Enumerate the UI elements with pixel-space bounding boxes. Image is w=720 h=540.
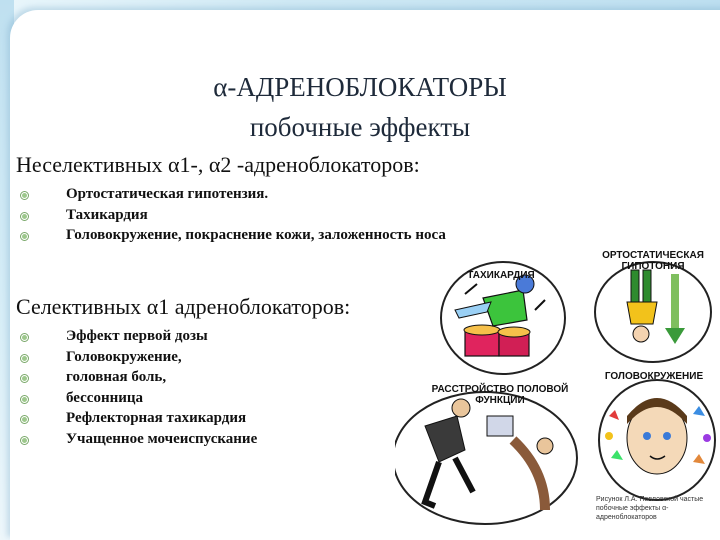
dizziness-illustration — [599, 380, 715, 500]
list-item — [16, 326, 257, 347]
list-item-text: Головокружение, покраснение кожи, заложенность носа — [66, 227, 446, 243]
sexual-dysfunction-illustration — [395, 392, 577, 524]
caption-orthostatic — [588, 250, 718, 272]
orthostatic-hypotension-illustration — [595, 262, 711, 362]
bullet-icon — [20, 415, 29, 424]
alpha-symbol: α — [208, 152, 221, 177]
list-item-text: Эффект первой дозы — [66, 328, 208, 344]
list-item — [16, 225, 446, 246]
caption-tachycardia: ТАХИКАРДИЯ — [467, 270, 535, 281]
list-item-text: бессонница — [66, 389, 144, 406]
list-item — [16, 388, 257, 409]
heading-text: Селективных — [16, 294, 147, 319]
bullet-icon — [20, 436, 29, 445]
list-item-text: Рефлекторная тахикардия — [66, 410, 247, 426]
bullet-icon — [20, 354, 29, 363]
list-item — [16, 205, 446, 226]
list-item-text: головная боль, — [66, 369, 167, 385]
heading-text: 2 -адреноблокаторов: — [220, 152, 420, 177]
list-item — [16, 429, 257, 450]
list-item-text: Головокружение, — [66, 348, 182, 365]
list-item — [16, 408, 257, 429]
list-item-text: Ортостатическая гипотензия. — [66, 186, 269, 202]
caption-line: РАССТРОЙСТВО ПОЛОВОЙ — [431, 384, 569, 395]
slide-subtitle: побочные эффекты — [249, 112, 471, 142]
bullet-icon — [20, 191, 29, 200]
bullet-icon — [20, 395, 29, 404]
caption-line: ГИПОТОНИЯ — [621, 261, 685, 272]
heading-text: 1-, — [179, 152, 209, 177]
alpha-symbol: α — [146, 294, 159, 319]
list-item-text: Учащенное мочеиспускание — [66, 430, 258, 447]
section-heading-selective — [16, 294, 350, 320]
nonselective-effects-list — [16, 184, 446, 246]
bullet-icon — [20, 333, 29, 342]
caption-sexual-dysfunction — [410, 384, 590, 406]
list-item — [16, 184, 446, 205]
list-item-text: Тахикардия — [66, 206, 148, 223]
list-item — [16, 367, 257, 388]
section-heading-nonselective — [16, 152, 420, 178]
list-item — [16, 347, 257, 368]
heading-text: Неселективных — [16, 152, 168, 177]
bullet-icon — [20, 212, 29, 221]
bullet-icon — [20, 232, 29, 241]
title-alpha-symbol: α — [213, 72, 228, 102]
illustration-credit: Рисунок Л.А. Павловской частые побочные эффекты α-адреноблокаторов — [596, 496, 704, 521]
slide-title — [0, 72, 720, 102]
title-main: -АДРЕНОБЛОКАТОРЫ — [227, 72, 507, 102]
caption-dizziness: ГОЛОВОКРУЖЕНИЕ — [604, 371, 704, 382]
alpha-symbol: α — [167, 152, 180, 177]
caption-line: ФУНКЦИИ — [475, 395, 525, 406]
selective-effects-list — [16, 326, 257, 449]
bullet-icon — [20, 374, 29, 383]
heading-text: 1 адреноблокаторов: — [158, 294, 351, 319]
caption-line: ОРТОСТАТИЧЕСКАЯ — [602, 250, 704, 261]
